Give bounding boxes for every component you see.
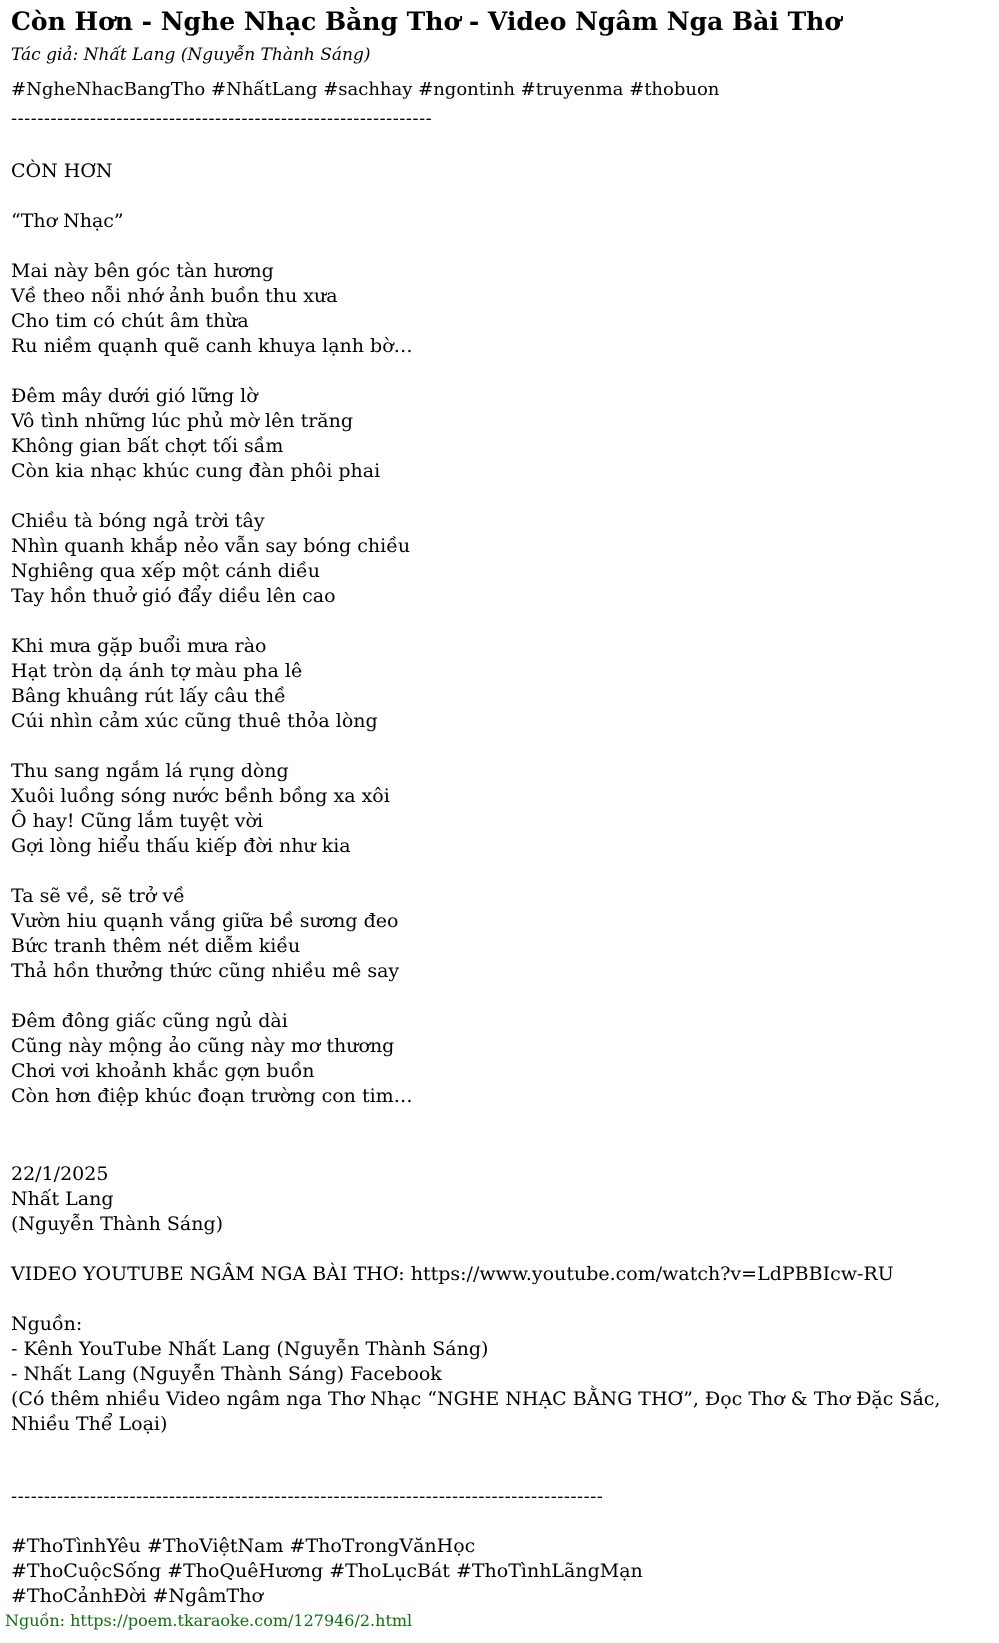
hashtag-line: #ThoCảnhĐời #NgâmThơ — [11, 1585, 263, 1607]
poem-line: Đêm mây dưới gió lững lờ — [11, 385, 258, 407]
youtube-video-label: VIDEO YOUTUBE NGÂM NGA BÀI THƠ: — [11, 1263, 411, 1285]
poem-line: Khi mưa gặp buổi mưa rào — [11, 635, 267, 657]
poem-line: Thu sang ngắm lá rụng dòng — [11, 760, 289, 782]
poem-line: Cho tim có chút âm thừa — [11, 310, 249, 332]
source-url-link[interactable]: Nguồn: https://poem.tkaraoke.com/127946/2.html — [5, 1611, 413, 1630]
poem-line: Cúi nhìn cảm xúc cũng thuê thỏa lòng — [11, 710, 378, 732]
hashtag-line: #ThoTìnhYêu #ThoViệtNam #ThoTrongVănHọc — [11, 1535, 476, 1557]
poem-line: Cũng này mộng ảo cũng này mơ thương — [11, 1035, 395, 1057]
author-line: Tác giả: Nhất Lang (Nguyễn Thành Sáng) — [11, 45, 371, 65]
hashtags-bottom — [11, 1534, 991, 1609]
poem-line: Vườn hiu quạnh vắng giữa bề sương đeo — [11, 910, 399, 932]
poem-line: Ta sẽ về, sẽ trở về — [11, 885, 185, 907]
poem-line: Mai này bên góc tàn hương — [11, 260, 274, 282]
poem-line: Vô tình những lúc phủ mờ lên trăng — [11, 410, 354, 432]
source-item: (Có thêm nhiều Video ngâm nga Thơ Nhạc “NGHE NHẠC BẰNG THƠ”, Đọc Thơ & Thơ Đặc Sắc, Nhiều Thể Loại) — [11, 1388, 941, 1435]
poem-line: Tay hồn thuở gió đẩy diều lên cao — [11, 585, 336, 607]
poem-stanza-1 — [11, 259, 991, 359]
source-item: - Kênh YouTube Nhất Lang (Nguyễn Thành Sáng) — [11, 1338, 489, 1360]
poem-line: Ô hay! Cũng lắm tuyệt vời — [11, 810, 264, 832]
source-item: - Nhất Lang (Nguyễn Thành Sáng) Facebook — [11, 1363, 442, 1385]
poem-stanza-5 — [11, 759, 991, 859]
source-block — [11, 1312, 991, 1437]
date-line: 22/1/2025 — [11, 1163, 109, 1185]
page-title: Còn Hơn - Nghe Nhạc Bằng Thơ - Video Ngâm Nga Bài Thơ — [11, 7, 842, 36]
poem-line: Về theo nỗi nhớ ảnh buồn thu xưa — [11, 285, 338, 307]
poem-line: Đêm đông giấc cũng ngủ dài — [11, 1010, 288, 1032]
poem-line: Nghiêng qua xếp một cánh diều — [11, 560, 320, 582]
youtube-video-url[interactable]: https://www.youtube.com/watch?v=LdPBBIcw-RU — [410, 1263, 894, 1285]
poem-stanza-4 — [11, 634, 991, 734]
poem-subtitle: “Thơ Nhạc” — [11, 210, 124, 232]
poem-line: Xuôi luồng sóng nước bềnh bồng xa xôi — [11, 785, 390, 807]
poem-line: Nhìn quanh khắp nẻo vẫn say bóng chiều — [11, 535, 411, 557]
hashtag-line: #ThoCuộcSống #ThoQuêHương #ThoLụcBát #ThoTìnhLãngMạn — [11, 1560, 643, 1582]
poem-line: Còn hơn điệp khúc đoạn trường con tim… — [11, 1085, 413, 1107]
author-full-name: (Nguyễn Thành Sáng) — [11, 1213, 224, 1235]
poem-stanza-6 — [11, 884, 991, 984]
hashtags-top: #NgheNhacBangTho #NhấtLang #sachhay #ngontinh #truyenma #thobuon — [11, 79, 720, 100]
youtube-video-line — [11, 1262, 991, 1287]
poem-line: Chiều tà bóng ngả trời tây — [11, 510, 265, 532]
poem-line: Hạt tròn dạ ánh tợ màu pha lê — [11, 660, 303, 682]
divider-dashes-bottom: ------------------------------------------------------------------------------------------ — [11, 1486, 604, 1507]
poem-line: Gợi lòng hiểu thấu kiếp đời như kia — [11, 835, 351, 857]
source-label: Nguồn: — [11, 1313, 83, 1335]
poem-heading: CÒN HƠN — [11, 160, 113, 182]
poem-stanza-3 — [11, 509, 991, 609]
poem-line: Bâng khuâng rút lấy câu thề — [11, 685, 286, 707]
poem-line: Còn kia nhạc khúc cung đàn phôi phai — [11, 460, 381, 482]
poem-line: Thả hồn thưởng thức cũng nhiều mê say — [11, 960, 400, 982]
divider-dashes-top: ---------------------------------------------------------------- — [11, 108, 433, 129]
author-name: Nhất Lang — [11, 1188, 114, 1210]
poem-line: Bức tranh thêm nét diễm kiều — [11, 935, 301, 957]
poem-line: Ru niềm quạnh quẽ canh khuya lạnh bờ… — [11, 335, 413, 357]
poem-line: Không gian bất chợt tối sầm — [11, 435, 284, 457]
signature-block — [11, 1162, 991, 1237]
poem-stanza-7 — [11, 1009, 991, 1109]
poem-stanza-2 — [11, 384, 991, 484]
poem-line: Chơi vơi khoảnh khắc gợn buồn — [11, 1060, 315, 1082]
